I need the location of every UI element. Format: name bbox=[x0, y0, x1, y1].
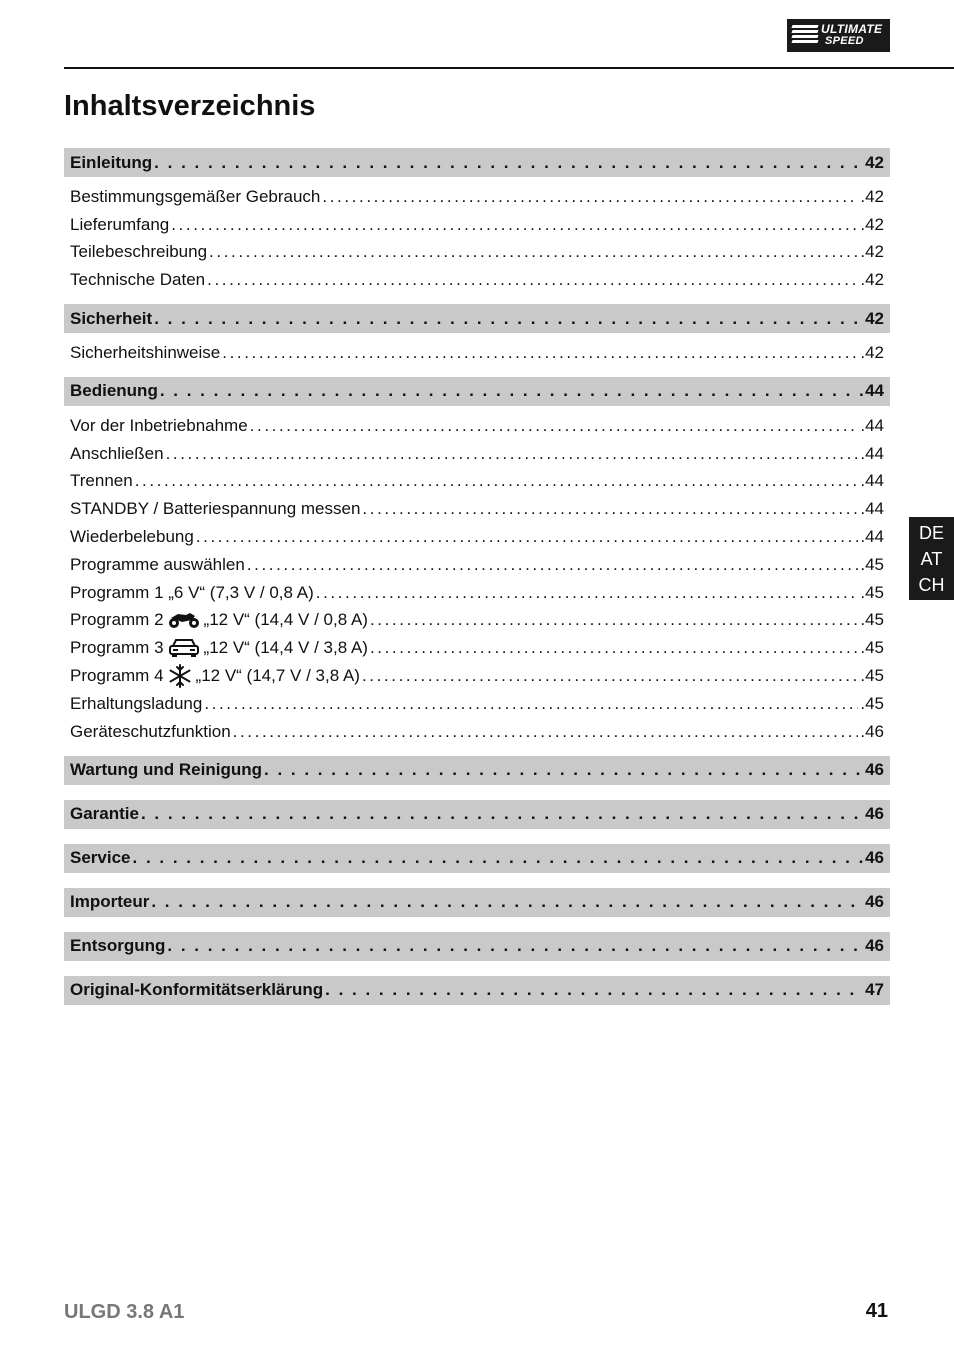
toc-section-garantie[interactable] bbox=[64, 800, 890, 829]
toc-dot-leader bbox=[325, 980, 863, 1000]
toc-dot-leader bbox=[166, 444, 859, 464]
toc-item-title: Erhaltungsladung bbox=[70, 693, 203, 713]
logo-line1: ULTIMATE bbox=[821, 22, 883, 36]
toc-item-title: Geräteschutzfunktion bbox=[70, 721, 231, 741]
toc-page: 46 bbox=[865, 760, 884, 780]
toc-page: 46 bbox=[865, 848, 884, 868]
toc-page: .45 bbox=[860, 638, 884, 658]
logo-stripes-icon bbox=[792, 25, 818, 47]
toc-section-title: Wartung und Reinigung bbox=[70, 760, 262, 780]
toc-item[interactable] bbox=[64, 412, 890, 440]
toc-section-title: Importeur bbox=[70, 892, 150, 912]
toc-dot-leader bbox=[233, 722, 859, 742]
toc-item[interactable] bbox=[64, 523, 890, 551]
toc-item-title: Trennen bbox=[70, 471, 133, 491]
toc-page: .45 bbox=[860, 666, 884, 686]
toc-dot-leader bbox=[362, 499, 858, 519]
toc-dot-leader bbox=[322, 187, 858, 207]
toc-dot-leader bbox=[316, 583, 859, 603]
toc-section-wartung[interactable] bbox=[64, 756, 890, 785]
toc-page: 47 bbox=[865, 980, 884, 1000]
language-de: DE bbox=[918, 522, 944, 543]
toc-dot-leader bbox=[264, 760, 863, 780]
toc-dot-leader bbox=[250, 416, 859, 436]
toc-item[interactable] bbox=[64, 266, 890, 294]
toc-item[interactable] bbox=[64, 607, 890, 635]
toc-page: .45 bbox=[860, 693, 884, 713]
toc-item-title: Sicherheitshinweise bbox=[70, 343, 221, 363]
toc-section-sicherheit[interactable] bbox=[64, 304, 890, 333]
toc-dot-leader bbox=[247, 555, 859, 575]
toc-item[interactable] bbox=[64, 690, 890, 718]
toc-dot-leader bbox=[133, 848, 864, 868]
toc-item-title: Anschließen bbox=[70, 443, 164, 463]
table-of-contents bbox=[64, 148, 890, 1005]
toc-page: 46 bbox=[865, 804, 884, 824]
toc-dot-leader bbox=[154, 153, 863, 173]
toc-item-suffix: „12 V“ (14,4 V / 0,8 A) bbox=[203, 610, 368, 630]
footer-page-number: 41 bbox=[865, 1300, 888, 1322]
toc-page: .44 bbox=[860, 527, 884, 547]
toc-dot-leader bbox=[370, 638, 858, 658]
toc-section-importeur[interactable] bbox=[64, 888, 890, 917]
toc-section-title: Service bbox=[70, 848, 131, 868]
toc-section-konformitaet[interactable] bbox=[64, 976, 890, 1005]
toc-page: .45 bbox=[860, 554, 884, 574]
toc-item[interactable] bbox=[64, 339, 890, 367]
toc-item[interactable] bbox=[64, 183, 890, 211]
toc-item-title: Teilebeschreibung bbox=[70, 242, 208, 262]
footer-model: ULGD 3.8 A1 bbox=[64, 1301, 185, 1323]
toc-section-title: Sicherheit bbox=[70, 308, 153, 328]
page-title: Inhaltsverzeichnis bbox=[64, 90, 316, 122]
toc-item-title: STANDBY / Batteriespannung messen bbox=[70, 499, 361, 519]
toc-page: .42 bbox=[860, 343, 884, 363]
language-ch: CH bbox=[918, 574, 945, 595]
toc-item[interactable] bbox=[64, 495, 890, 523]
toc-section-title: Einleitung bbox=[70, 152, 153, 172]
toc-page: 42 bbox=[865, 308, 884, 328]
toc-item[interactable] bbox=[64, 579, 890, 607]
toc-item-title bbox=[70, 638, 368, 658]
toc-item[interactable] bbox=[64, 239, 890, 267]
toc-item-suffix: „12 V“ (14,4 V / 3,8 A) bbox=[203, 638, 368, 658]
brand-logo bbox=[787, 19, 890, 52]
language-tab bbox=[909, 517, 954, 600]
toc-section-title: Garantie bbox=[70, 804, 139, 824]
toc-item-title: Programme auswählen bbox=[70, 554, 245, 574]
toc-section-service[interactable] bbox=[64, 844, 890, 873]
toc-page: .42 bbox=[860, 242, 884, 262]
toc-section-bedienung[interactable] bbox=[64, 377, 890, 406]
toc-item-title: Vor der Inbetriebnahme bbox=[70, 415, 248, 435]
toc-item[interactable] bbox=[64, 634, 890, 662]
toc-page: .44 bbox=[860, 443, 884, 463]
toc-dot-leader bbox=[135, 471, 859, 491]
toc-page: .46 bbox=[860, 721, 884, 741]
toc-page: 42 bbox=[865, 152, 884, 172]
toc-page: .42 bbox=[860, 270, 884, 290]
toc-page: 46 bbox=[865, 936, 884, 956]
language-at: AT bbox=[920, 548, 943, 569]
toc-page: .45 bbox=[860, 610, 884, 630]
toc-item-title bbox=[70, 610, 368, 630]
toc-page: .44 bbox=[860, 415, 884, 435]
toc-page: 46 bbox=[865, 892, 884, 912]
toc-item-title bbox=[70, 664, 360, 688]
toc-item[interactable] bbox=[64, 551, 890, 579]
toc-item[interactable] bbox=[64, 468, 890, 496]
toc-item[interactable] bbox=[64, 718, 890, 746]
toc-page: .42 bbox=[860, 186, 884, 206]
toc-item-prefix: Programm 2 bbox=[70, 610, 164, 630]
toc-item-title: Bestimmungsgemäßer Gebrauch bbox=[70, 186, 321, 206]
toc-item-prefix: Programm 4 bbox=[70, 666, 164, 686]
toc-item-title: Lieferumfang bbox=[70, 214, 170, 234]
toc-dot-leader bbox=[362, 666, 858, 686]
toc-item-title: Wiederbelebung bbox=[70, 527, 194, 547]
toc-dot-leader bbox=[167, 936, 863, 956]
toc-page: .44 bbox=[860, 499, 884, 519]
toc-dot-leader bbox=[209, 242, 858, 262]
toc-item[interactable] bbox=[64, 211, 890, 239]
toc-item[interactable] bbox=[64, 440, 890, 468]
toc-page: .44 bbox=[860, 471, 884, 491]
toc-item-suffix: „12 V“ (14,7 V / 3,8 A) bbox=[195, 666, 360, 686]
toc-item[interactable] bbox=[64, 662, 890, 690]
toc-dot-leader bbox=[204, 694, 858, 714]
car-icon bbox=[168, 638, 200, 658]
toc-item-prefix: Programm 3 bbox=[70, 638, 164, 658]
toc-dot-leader bbox=[207, 270, 858, 290]
toc-section-title: Bedienung bbox=[70, 381, 158, 401]
toc-page: .42 bbox=[860, 214, 884, 234]
toc-item-title: Programm 1 „6 V“ (7,3 V / 0,8 A) bbox=[70, 582, 314, 602]
toc-item-title: Technische Daten bbox=[70, 270, 206, 290]
toc-dot-leader bbox=[141, 804, 863, 824]
toc-dot-leader bbox=[370, 610, 858, 630]
toc-page: 44 bbox=[865, 381, 884, 401]
toc-dot-leader bbox=[222, 343, 858, 363]
toc-dot-leader bbox=[171, 215, 858, 235]
toc-section-einleitung[interactable] bbox=[64, 148, 890, 177]
toc-page: .45 bbox=[860, 582, 884, 602]
toc-dot-leader bbox=[160, 381, 863, 401]
motorcycle-icon bbox=[168, 611, 200, 629]
toc-dot-leader bbox=[196, 527, 859, 547]
toc-section-title: Original-Konformitätserklärung bbox=[70, 980, 324, 1000]
logo-line2: SPEED bbox=[825, 35, 864, 47]
snowflake-icon bbox=[168, 664, 192, 688]
toc-section-title: Entsorgung bbox=[70, 936, 166, 956]
toc-dot-leader bbox=[151, 892, 863, 912]
toc-section-entsorgung[interactable] bbox=[64, 932, 890, 961]
toc-dot-leader bbox=[154, 309, 863, 329]
header-rule bbox=[64, 67, 954, 69]
